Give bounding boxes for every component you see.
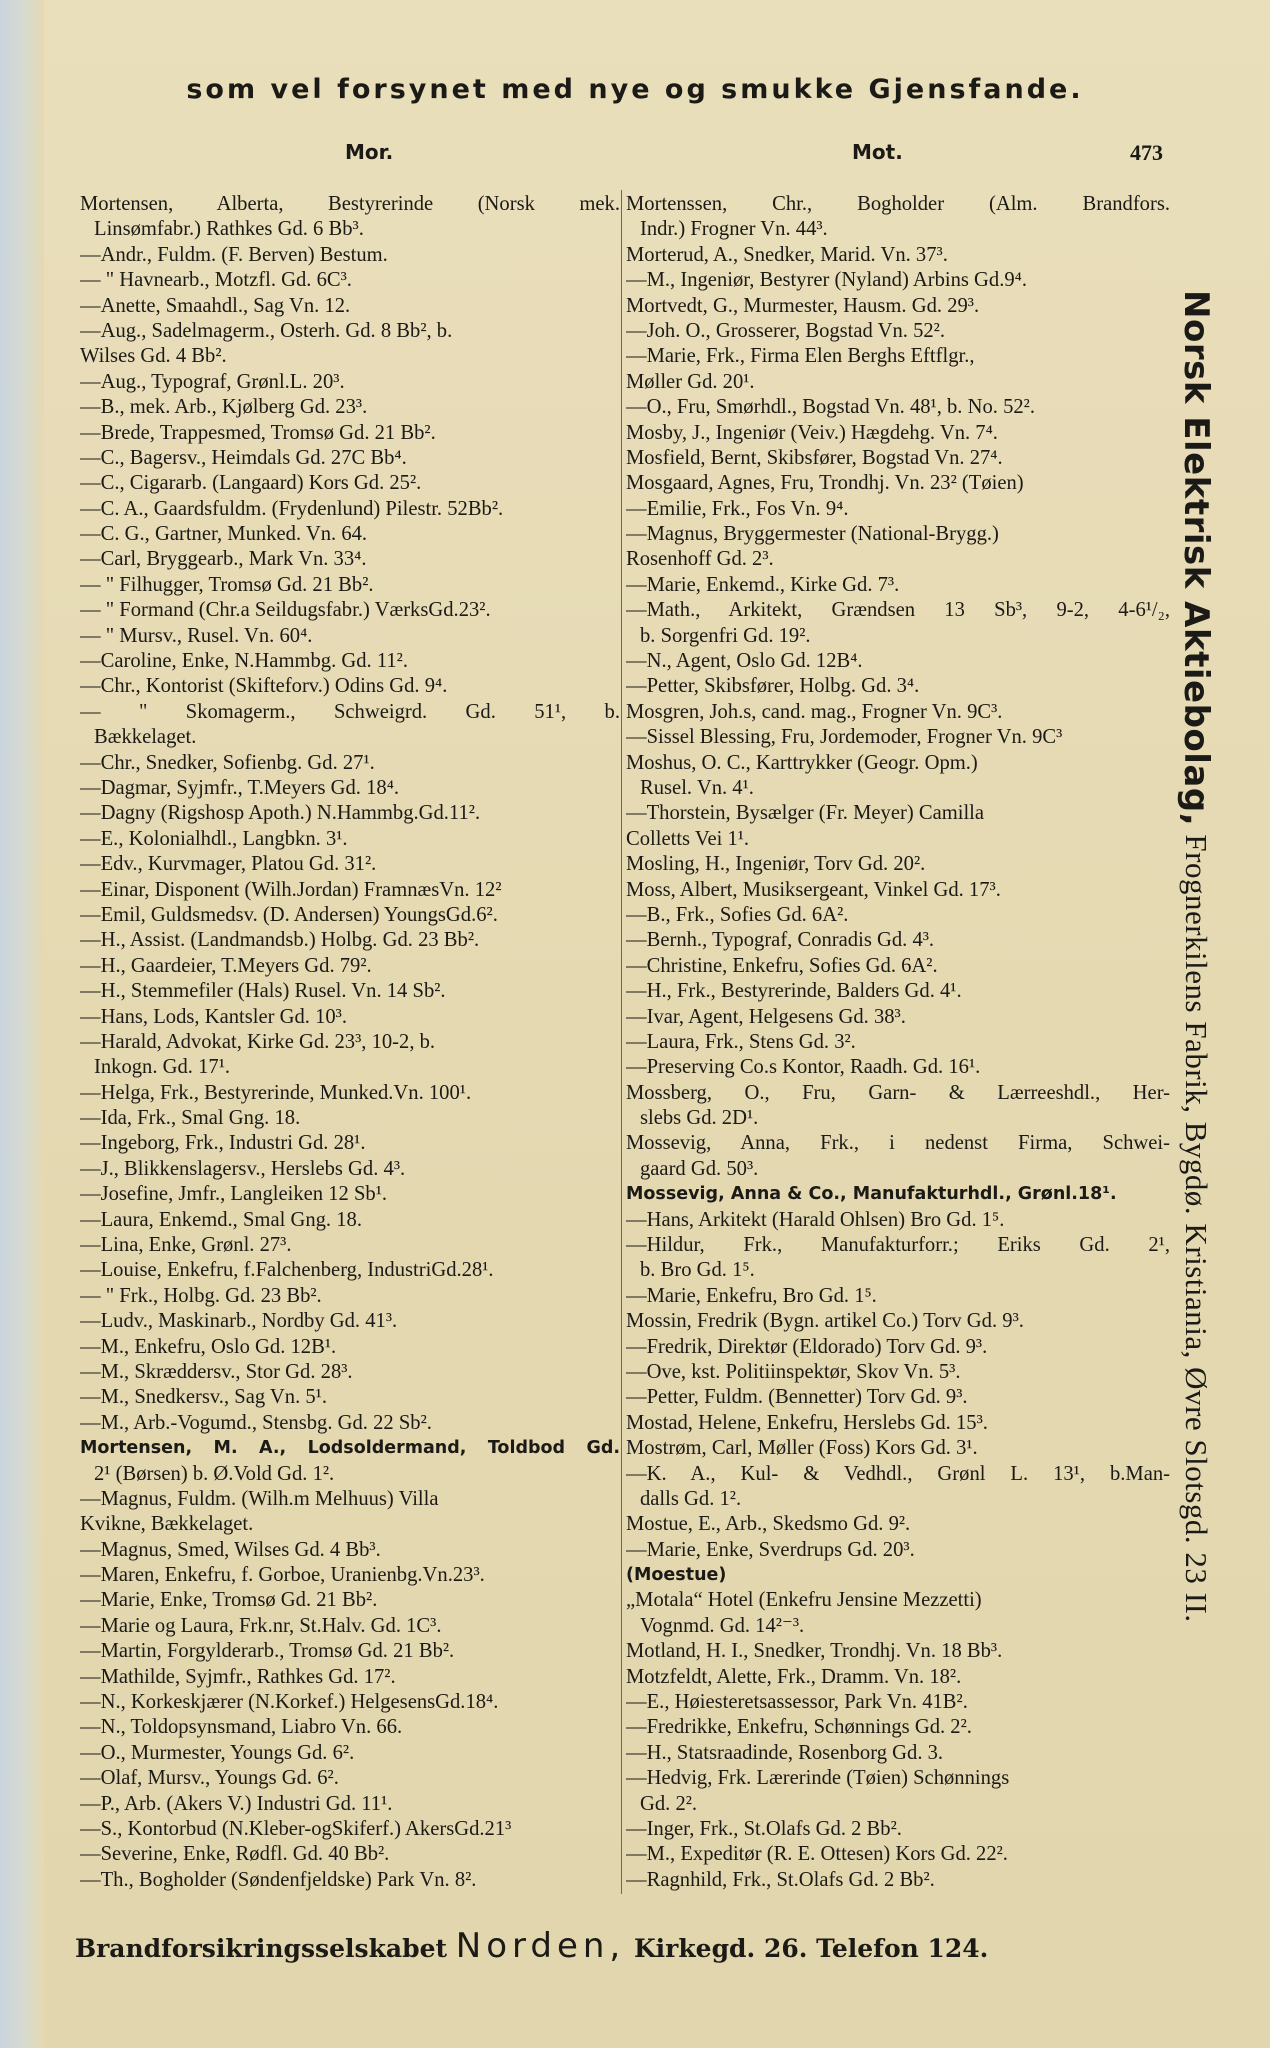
header-middle: Mot.	[852, 140, 903, 164]
directory-line: —E., Kolonialhdl., Langbkn. 3¹.	[80, 827, 348, 850]
directory-line: —Martin, Forgylderarb., Tromsø Gd. 21 Bb².	[80, 1640, 455, 1663]
directory-line: Mosling, H., Ingeniør, Torv Gd. 20².	[626, 853, 926, 876]
top-banner: som vel forsynet med nye og smukke Gjensfande.	[186, 74, 1084, 105]
directory-line: —Magnus, Bryggermester (National-Brygg.)	[626, 523, 999, 546]
footer-name: Norden,	[455, 1926, 626, 1966]
directory-line: —Carl, Bryggearb., Mark Vn. 33⁴.	[80, 548, 367, 571]
directory-line: —Fredrik, Direktør (Eldorado) Torv Gd. 9³.	[626, 1335, 988, 1358]
directory-line: Motland, H. I., Snedker, Trondhj. Vn. 18 Bb³.	[626, 1640, 1003, 1663]
directory-line: —Petter, Skibsfører, Holbg. Gd. 3⁴.	[626, 675, 920, 698]
directory-line: Inkogn. Gd. 17¹.	[94, 1056, 231, 1079]
side-advertisement	[1176, 290, 1216, 1623]
directory-line: —Ivar, Agent, Helgesens Gd. 38³.	[626, 1005, 906, 1028]
directory-line: —Fredrikke, Enkefru, Schønnings Gd. 2².	[626, 1716, 972, 1739]
directory-line: Wilses Gd. 4 Bb².	[80, 345, 227, 368]
directory-line: b. Bro Gd. 1⁵.	[640, 1259, 755, 1282]
directory-line: —Marie, Enke, Sverdrups Gd. 20³.	[626, 1538, 915, 1561]
page-edge-tab	[0, 0, 44, 2048]
directory-line: Motzfeldt, Alette, Frk., Dramm. Vn. 18².	[626, 1665, 962, 1688]
directory-line: —Marie, Enkemd., Kirke Gd. 7³.	[626, 573, 900, 596]
directory-line: —Anette, Smaahdl., Sag Vn. 12.	[80, 294, 351, 317]
directory-line: —Marie, Enke, Tromsø Gd. 21 Bb².	[80, 1589, 378, 1612]
directory-line: Mossin, Fredrik (Bygn. artikel Co.) Torv Gd. 9³.	[626, 1310, 1024, 1333]
directory-line: — " Frk., Holbg. Gd. 23 Bb².	[80, 1284, 322, 1307]
directory-line: —H., Gaardeier, T.Meyers Gd. 79².	[80, 954, 372, 977]
column-divider	[621, 190, 622, 1894]
footer-advertisement	[75, 1926, 1165, 1966]
directory-line: —Chr., Kontorist (Skifteforv.) Odins Gd. 9⁴.	[80, 675, 448, 698]
directory-line: —Inger, Frk., St.Olafs Gd. 2 Bb².	[626, 1818, 902, 1840]
directory-line: —C., Bagersv., Heimdals Gd. 27C Bb⁴.	[80, 446, 407, 469]
directory-line	[626, 1893, 1170, 1918]
directory-line: —K. A., Kul- & Vedhdl., Grønl L. 13¹, b.Man-	[626, 1462, 1170, 1485]
directory-line: —Lina, Enke, Grønl. 27³.	[80, 1234, 292, 1257]
directory-line: —N., Korkeskjærer (N.Korkef.) HelgesensGd.18⁴.	[80, 1691, 499, 1714]
directory-line: —Christine, Enkefru, Sofies Gd. 6A².	[626, 954, 938, 977]
directory-line: —O., Fru, Smørhdl., Bogstad Vn. 48¹, b. No. 52².	[626, 396, 1035, 419]
directory-line: —Einar, Disponent (Wilh.Jordan) FramnæsVn. 12²	[80, 878, 502, 901]
directory-line: — " Filhugger, Tromsø Gd. 21 Bb².	[80, 573, 374, 596]
directory-line: —Severine, Enke, Rødfl. Gd. 40 Bb².	[80, 1843, 390, 1866]
directory-line: —Ida, Frk., Smal Gng. 18.	[80, 1107, 301, 1130]
directory-line: — " Skomagerm., Schweigrd. Gd. 51¹, b.	[80, 700, 620, 723]
directory-line: Indr.) Frogner Vn. 44³.	[640, 218, 828, 241]
directory-line: —Magnus, Smed, Wilses Gd. 4 Bb³.	[80, 1538, 381, 1561]
directory-line: —S., Kontorbud (N.Kleber-ogSkiferf.) AkersGd.21³	[80, 1818, 512, 1840]
directory-line: Linsømfabr.) Rathkes Gd. 6 Bb³.	[94, 218, 364, 241]
directory-line: Vognmd. Gd. 14²⁻³.	[640, 1614, 805, 1637]
directory-line: Mosgren, Joh.s, cand. mag., Frogner Vn. 9C³.	[626, 700, 1003, 723]
directory-line: —Marie, Enkefru, Bro Gd. 1⁵.	[626, 1284, 877, 1307]
directory-line: Mortensen, M. A., Lodsoldermand, Toldbod Gd.	[80, 1438, 620, 1459]
directory-line: —Mathilde, Syjmfr., Rathkes Gd. 17².	[80, 1665, 396, 1688]
directory-line: —H., Assist. (Landmandsb.) Holbg. Gd. 23 Bb².	[80, 929, 480, 952]
directory-line	[80, 1893, 620, 1918]
directory-line: 2¹ (Børsen) b. Ø.Vold Gd. 1².	[94, 1462, 335, 1485]
directory-line: —M., Snedkersv., Sag Vn. 5¹.	[80, 1386, 328, 1409]
directory-line: —Laura, Enkemd., Smal Gng. 18.	[80, 1208, 362, 1231]
directory-line: Moshus, O. C., Karttrykker (Geogr. Opm.)	[626, 751, 978, 774]
directory-line: Colletts Vei 1¹.	[626, 827, 750, 850]
directory-line: Rosenhoff Gd. 2³.	[626, 548, 774, 571]
directory-line: —Maren, Enkefru, f. Gorboe, Uranienbg.Vn.23³.	[80, 1564, 485, 1587]
header-left: Mor.	[345, 140, 394, 164]
directory-line: —Hedvig, Frk. Lærerinde (Tøien) Schønnings	[626, 1767, 1010, 1790]
directory-line: Mossberg, O., Fru, Garn- & Lærreeshdl., Her-	[626, 1081, 1170, 1104]
directory-line: —H., Statsraadinde, Rosenborg Gd. 3.	[626, 1741, 944, 1764]
directory-line: —Joh. O., Grosserer, Bogstad Vn. 52².	[626, 319, 946, 342]
directory-line: b. Sorgenfri Gd. 19².	[640, 624, 811, 647]
directory-line: Morterud, A., Snedker, Marid. Vn. 37³.	[626, 243, 948, 266]
directory-line: Mortvedt, G., Murmester, Hausm. Gd. 29³.	[626, 294, 980, 317]
directory-line: Mostrøm, Carl, Møller (Foss) Kors Gd. 3¹.	[626, 1437, 978, 1460]
directory-line: Mosby, J., Ingeniør (Veiv.) Hægdehg. Vn. 7⁴.	[626, 421, 998, 444]
directory-line: —Ragnhild, Frk., St.Olafs Gd. 2 Bb².	[626, 1868, 935, 1891]
directory-line: —Harald, Advokat, Kirke Gd. 23³, 10-2, b.	[80, 1030, 436, 1053]
directory-line: —Aug., Typograf, Grønl.L. 20³.	[80, 370, 345, 393]
directory-line: Mossevig, Anna & Co., Manufakturhdl., Grønl.18¹.	[626, 1184, 1117, 1205]
side-ad-address: Frognerkilens Fabrik, Bygdø. Kristiania, Øvre Slotsgd. 23 II.	[1179, 826, 1214, 1623]
directory-line: —Helga, Frk., Bestyrerinde, Munked.Vn. 100¹.	[80, 1081, 472, 1104]
directory-line: —B., mek. Arb., Kjølberg Gd. 23³.	[80, 396, 368, 419]
directory-line: —Laura, Frk., Stens Gd. 3².	[626, 1030, 856, 1053]
directory-line: —Emil, Guldsmedsv. (D. Andersen) YoungsGd.6².	[80, 903, 498, 926]
directory-line: —B., Frk., Sofies Gd. 6A².	[626, 903, 849, 926]
directory-line: Mortenssen, Chr., Bogholder (Alm. Brandfors.	[626, 193, 1170, 215]
directory-line: dalls Gd. 1².	[640, 1487, 742, 1510]
directory-line: —Th., Bogholder (Søndenfjeldske) Park Vn. 8².	[80, 1868, 477, 1891]
side-ad-company: Norsk Elektrisk Aktiebolag,	[1176, 290, 1216, 827]
footer-prefix: Brandforsikringsselskabet	[75, 1934, 456, 1963]
directory-line: —Olaf, Mursv., Youngs Gd. 6².	[80, 1767, 339, 1790]
directory-line: gaard Gd. 50³.	[640, 1157, 759, 1180]
directory-line: —O., Murmester, Youngs Gd. 6².	[80, 1741, 355, 1764]
directory-line: Rusel. Vn. 4¹.	[640, 776, 754, 799]
directory-line: Mostue, E., Arb., Skedsmo Gd. 9².	[626, 1513, 911, 1536]
directory-line: —Thorstein, Bysælger (Fr. Meyer) Camilla	[626, 802, 985, 825]
right-column	[626, 192, 1170, 1919]
directory-line: —Hans, Lods, Kantsler Gd. 10³.	[80, 1005, 347, 1028]
directory-line: —Dagny (Rigshosp Apoth.) N.Hammbg.Gd.11².	[80, 802, 481, 825]
directory-line: —J., Blikkenslagersv., Herslebs Gd. 4³.	[80, 1157, 406, 1180]
directory-line: —H., Frk., Bestyrerinde, Balders Gd. 4¹.	[626, 980, 962, 1003]
directory-line: —Louise, Enkefru, f.Falchenberg, IndustriGd.28¹.	[80, 1259, 494, 1282]
directory-line: Mossevig, Anna, Frk., i nedenst Firma, Schwei-	[626, 1132, 1170, 1155]
directory-line: —Marie og Laura, Frk.nr, St.Halv. Gd. 1C³.	[80, 1614, 442, 1637]
directory-line: —Brede, Trappesmed, Tromsø Gd. 21 Bb².	[80, 421, 436, 444]
directory-line: —C. A., Gaardsfuldm. (Frydenlund) Pilestr. 52Bb².	[80, 497, 504, 520]
footer-suffix: Kirkegd. 26. Telefon 124.	[625, 1934, 989, 1963]
directory-line: —N., Toldopsynsmand, Liabro Vn. 66.	[80, 1716, 403, 1739]
directory-line: —Chr., Snedker, Sofienbg. Gd. 27¹.	[80, 751, 375, 774]
directory-line: —Ove, kst. Politiinspektør, Skov Vn. 5³.	[626, 1360, 961, 1383]
directory-line: Moss, Albert, Musiksergeant, Vinkel Gd. 17³.	[626, 878, 1001, 901]
directory-line: —Caroline, Enke, N.Hammbg. Gd. 11².	[80, 650, 408, 673]
directory-line: slebs Gd. 2D¹.	[640, 1107, 759, 1130]
left-column	[80, 192, 620, 1919]
directory-line: Bækkelaget.	[94, 726, 197, 749]
directory-line: Mostad, Helene, Enkefru, Herslebs Gd. 15³.	[626, 1411, 988, 1434]
directory-line: —Ludv., Maskinarb., Nordby Gd. 41³.	[80, 1310, 398, 1333]
directory-line: —M., Enkefru, Oslo Gd. 12B¹.	[80, 1335, 337, 1358]
directory-line: —Aug., Sadelmagerm., Osterh. Gd. 8 Bb², b.	[80, 319, 453, 342]
directory-line: Kvikne, Bækkelaget.	[80, 1513, 254, 1536]
directory-line: —C., Cigararb. (Langaard) Kors Gd. 25².	[80, 472, 422, 495]
directory-line: —H., Stemmefiler (Hals) Rusel. Vn. 14 Sb².	[80, 980, 446, 1003]
directory-line: —M., Skræddersv., Stor Gd. 28³.	[80, 1360, 353, 1383]
directory-line: Mortensen, Alberta, Bestyrerinde (Norsk mek.	[80, 193, 620, 215]
directory-line: —M., Ingeniør, Bestyrer (Nyland) Arbins Gd.9⁴.	[626, 269, 1028, 292]
directory-line: —Marie, Frk., Firma Elen Berghs Eftflgr.,	[626, 345, 975, 368]
directory-line: —M., Expeditør (R. E. Ottesen) Kors Gd. 22².	[626, 1843, 1008, 1866]
directory-line: —M., Arb.-Vogumd., Stensbg. Gd. 22 Sb².	[80, 1411, 432, 1434]
directory-line: „Motala“ Hotel (Enkefru Jensine Mezzetti)	[626, 1589, 982, 1612]
directory-line: (Moestue)	[626, 1565, 727, 1586]
directory-line: Gd. 2².	[640, 1792, 698, 1815]
directory-line: — " Havnearb., Motzfl. Gd. 6C³.	[80, 269, 352, 292]
directory-line: —Emilie, Frk., Fos Vn. 9⁴.	[626, 497, 849, 520]
directory-line: —Dagmar, Syjmfr., T.Meyers Gd. 18⁴.	[80, 776, 400, 799]
directory-line: —Hans, Arkitekt (Harald Ohlsen) Bro Gd. 1⁵.	[626, 1208, 1005, 1231]
directory-line: Mosgaard, Agnes, Fru, Trondhj. Vn. 23² (Tøien)	[626, 472, 1024, 495]
directory-line: —Ingeborg, Frk., Industri Gd. 28¹.	[80, 1132, 366, 1155]
directory-line: —P., Arb. (Akers V.) Industri Gd. 11¹.	[80, 1792, 393, 1815]
directory-line: —Andr., Fuldm. (F. Berven) Bestum.	[80, 243, 388, 266]
directory-line: — " Mursv., Rusel. Vn. 60⁴.	[80, 624, 313, 647]
directory-line: —Sissel Blessing, Fru, Jordemoder, Frogner Vn. 9C³	[626, 726, 1063, 749]
directory-line: —Bernh., Typograf, Conradis Gd. 4³.	[626, 929, 935, 952]
directory-line: —Preserving Co.s Kontor, Raadh. Gd. 16¹.	[626, 1056, 981, 1079]
directory-line: —E., Høiesteretsassessor, Park Vn. 41B².	[626, 1691, 968, 1714]
directory-line: —Math., Arkitekt, Grændsen 13 Sb³, 9-2, 4-6¹/₂,	[626, 599, 1170, 622]
directory-line: —Edv., Kurvmager, Platou Gd. 31².	[80, 853, 377, 876]
directory-line: —C. G., Gartner, Munked. Vn. 64.	[80, 523, 368, 546]
page-number: 473	[1130, 140, 1163, 165]
directory-line: — " Formand (Chr.a Seildugsfabr.) VærksGd.23².	[80, 599, 491, 622]
directory-line: —N., Agent, Oslo Gd. 12B⁴.	[626, 650, 863, 673]
directory-line: —Petter, Fuldm. (Bennetter) Torv Gd. 9³.	[626, 1386, 968, 1409]
directory-line: Møller Gd. 20¹.	[626, 370, 755, 393]
directory-line: —Hildur, Frk., Manufakturforr.; Eriks Gd. 2¹,	[626, 1234, 1170, 1257]
directory-line: —Magnus, Fuldm. (Wilh.m Melhuus) Villa	[80, 1487, 439, 1510]
directory-line: —Josefine, Jmfr., Langleiken 12 Sb¹.	[80, 1183, 388, 1206]
directory-line: Mosfield, Bernt, Skibsfører, Bogstad Vn. 27⁴.	[626, 446, 1003, 469]
